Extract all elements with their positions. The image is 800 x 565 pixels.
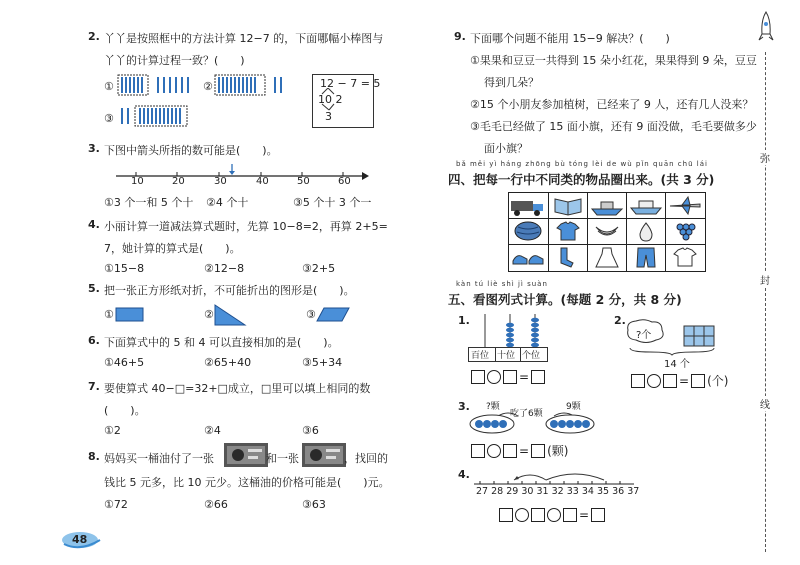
q9-number: 9.	[454, 30, 466, 43]
s5-q3-unit: (颗)	[547, 444, 569, 458]
q7-option3: ③6	[302, 424, 319, 437]
q6-text: 下面算式中的 5 和 4 可以直接相加的是( )。	[104, 336, 339, 349]
tick-label: 36	[612, 486, 625, 497]
boat-icon	[627, 193, 665, 217]
q5-text: 把一张正方形纸对折，不可能折出的图形是( )。	[104, 284, 355, 297]
s5-q4-tick-labels	[476, 486, 639, 497]
s5-q3-eaten-label: 吃了6颗	[510, 409, 543, 419]
rocket-icon	[756, 10, 776, 50]
answer-box[interactable]	[631, 374, 645, 388]
tick-label: 27	[476, 486, 489, 497]
q4-option3: ③2+5	[302, 262, 336, 275]
banknote-100-icon	[224, 443, 268, 467]
q3-option1: ①3 个一和 5 个十	[104, 196, 194, 209]
q2-option3-sticks	[117, 105, 197, 127]
seal-char-2: 封	[760, 272, 770, 287]
q2-number: 2.	[88, 30, 100, 43]
q7-text-line2: ( )。	[104, 404, 146, 417]
page-number: 48	[72, 533, 88, 546]
s5-q1-place-value-bar	[468, 347, 548, 362]
section5-title: 五、看图列式计算。(每题 2 分，共 8 分)	[448, 292, 682, 307]
watermelon-icon	[509, 219, 547, 243]
truck-icon	[509, 193, 547, 217]
tick-label: 31	[536, 486, 549, 497]
answer-box[interactable]	[499, 508, 513, 522]
q8-number: 8.	[88, 450, 100, 463]
banana-icon	[588, 219, 626, 243]
s5-q3-total-label: 9颗	[566, 402, 581, 412]
s5-q4-answer-row	[498, 508, 606, 522]
q2-option1-label: ①	[104, 80, 114, 93]
q8-text-c: ，找回的	[344, 452, 388, 465]
q9-option3-line1: ③毛毛已经做了 15 面小旗，还有 9 面没做，毛毛要做多少	[470, 120, 757, 133]
s5-q1-number: 1.	[458, 314, 470, 327]
s5-q2-number: 2.	[614, 314, 626, 327]
q5-parallelogram-shape	[316, 306, 350, 324]
tick-label: 29	[506, 486, 519, 497]
s5-q2-bubble-label: ?个	[636, 330, 652, 341]
q2-text-line2: 丫丫的计算过程一致？( )	[104, 54, 245, 67]
q9-option3-line2: 面小旗？	[484, 142, 528, 155]
s5-q3-answer-row	[470, 442, 569, 459]
q8-text-b: 和一张	[266, 452, 299, 465]
answer-box[interactable]	[531, 508, 545, 522]
shoes-icon	[509, 245, 547, 269]
q3-number-line	[112, 162, 372, 188]
q2-text-line1: 丫丫是按照框中的方法计算 12−7 的，下面哪幅小棒图与	[104, 32, 384, 45]
q2-box-split: 10 2	[318, 93, 343, 106]
s5-q3-number: 3.	[458, 400, 470, 413]
q2-box-result: 3	[325, 110, 332, 123]
q4-option1: ①15−8	[104, 262, 145, 275]
q2-option2-sticks	[214, 74, 294, 96]
q8-option3: ③63	[302, 498, 326, 511]
s5-q3-unknown-label: ?颗	[486, 402, 500, 412]
tick-label: 28	[491, 486, 504, 497]
section5-pinyin: kàn tú liè shì jì suàn	[456, 280, 548, 288]
q5-triangle-shape	[213, 303, 247, 327]
s5-q1-answer-row	[470, 370, 546, 384]
s5-q3-candies-picture	[468, 408, 598, 436]
s5-q2-unit: (个)	[707, 374, 729, 388]
s5-q2-total-label: 14 个	[664, 359, 690, 370]
answer-box[interactable]	[471, 370, 485, 384]
seal-dashed-line	[765, 52, 766, 552]
q4-text-line1: 小丽计算一道减法算式题时，先算 10−8=2，再算 2+5=	[104, 220, 388, 233]
q8-text-line2: 钱比 5 元多，比 10 元少。这桶油的价格可能是( )元。	[104, 476, 390, 489]
equals-sign: =	[579, 508, 590, 522]
q8-text-a: 妈妈买一桶油付了一张	[104, 452, 214, 465]
q2-box-equation: 12 − 7 = 5	[320, 77, 381, 90]
tick-label: 34	[581, 486, 594, 497]
answer-box[interactable]	[691, 374, 705, 388]
q5-option3-label: ③	[306, 308, 316, 321]
pear-icon	[627, 219, 665, 243]
q3-tick-20: 20	[172, 176, 185, 187]
answer-box[interactable]	[503, 370, 517, 384]
place-hundreds-label: 百位	[471, 351, 490, 361]
q3-tick-10: 10	[131, 176, 144, 187]
q4-number: 4.	[88, 218, 100, 231]
ship-icon	[588, 193, 626, 217]
q3-tick-60: 60	[338, 176, 351, 187]
q8-option2: ②66	[204, 498, 228, 511]
q3-tick-50: 50	[297, 176, 310, 187]
q3-tick-30: 30	[214, 176, 227, 187]
q3-option3: ③5 个十 3 个一	[293, 196, 372, 209]
answer-box[interactable]	[591, 508, 605, 522]
pants-icon	[627, 245, 665, 269]
q7-text-line1: 要使算式 40−□=32+□成立，□里可以填上相同的数	[104, 382, 371, 395]
grapes-icon	[666, 219, 704, 243]
socks-icon	[549, 245, 587, 269]
q9-text: 下面哪个问题不能用 15−9 解决？( )	[470, 32, 670, 45]
place-ones-label: 个位	[520, 348, 540, 361]
q4-option2: ②12−8	[204, 262, 245, 275]
operator-circle[interactable]	[487, 444, 501, 458]
s5-q1-abacus	[470, 314, 550, 348]
q5-rectangle-shape	[115, 306, 145, 324]
q6-option2: ②65+40	[204, 356, 252, 369]
operator-circle[interactable]	[487, 370, 501, 384]
tick-label: 33	[566, 486, 579, 497]
q7-number: 7.	[88, 380, 100, 393]
equals-sign: =	[519, 443, 530, 458]
q6-number: 6.	[88, 334, 100, 347]
q4-text-line2: 7，她计算的算式是( )。	[104, 242, 241, 255]
place-tens-label: 十位	[495, 348, 515, 361]
answer-box[interactable]	[471, 444, 485, 458]
section4-title: 四、把每一行中不同类的物品圈出来。(共 3 分)	[448, 172, 715, 187]
shirt-icon	[666, 245, 704, 269]
book-icon	[549, 193, 587, 217]
answer-box[interactable]	[663, 374, 677, 388]
tick-label: 30	[521, 486, 534, 497]
tick-label: 32	[551, 486, 564, 497]
s5-q4-number: 4.	[458, 468, 470, 481]
answer-box[interactable]	[503, 444, 517, 458]
q6-option3: ③5+34	[302, 356, 343, 369]
q7-option1: ①2	[104, 424, 121, 437]
section4-pinyin: bǎ měi yì háng zhōng bù tóng lèi de wù pǐn quān chū lái	[456, 160, 708, 168]
q8-option1: ①72	[104, 498, 128, 511]
banknote-100-icon	[302, 443, 346, 467]
q5-number: 5.	[88, 282, 100, 295]
q3-option2: ②4 个十	[206, 196, 249, 209]
answer-box[interactable]	[531, 370, 545, 384]
tick-label: 35	[597, 486, 610, 497]
operator-circle[interactable]	[515, 508, 529, 522]
seal-char-3: 线	[760, 396, 770, 411]
s5-q2-answer-row	[630, 372, 729, 389]
q9-option1-line2: 得到几朵？	[484, 76, 539, 89]
answer-box[interactable]	[531, 444, 545, 458]
operator-circle[interactable]	[547, 508, 561, 522]
section4-item-grid	[508, 192, 706, 272]
q9-option2: ②15 个小朋友参加植树，已经来了 9 人，还有几人没来？	[470, 98, 754, 111]
q5-option1-label: ①	[104, 308, 114, 321]
equals-sign: =	[679, 373, 690, 388]
q2-option3-label: ③	[104, 112, 114, 125]
seal-char-1: 弥	[760, 150, 770, 165]
airplane-icon	[666, 193, 704, 217]
q3-number: 3.	[88, 142, 100, 155]
tick-label: 37	[627, 486, 640, 497]
q9-option1-line1: ①果果和豆豆一共得到 15 朵小红花，果果得到 9 朵，豆豆	[470, 54, 757, 67]
q2-option1-sticks	[117, 74, 197, 96]
q3-tick-40: 40	[256, 176, 269, 187]
dress-icon	[588, 245, 626, 269]
q5-option2-label: ②	[204, 308, 214, 321]
q3-text: 下图中箭头所指的数可能是( )。	[104, 144, 278, 157]
q2-option2-label: ②	[203, 80, 213, 93]
q6-option1: ①46+5	[104, 356, 145, 369]
answer-box[interactable]	[563, 508, 577, 522]
operator-circle[interactable]	[647, 374, 661, 388]
equals-sign: =	[519, 370, 530, 384]
q7-option2: ②4	[204, 424, 221, 437]
tshirt-icon	[549, 219, 587, 243]
